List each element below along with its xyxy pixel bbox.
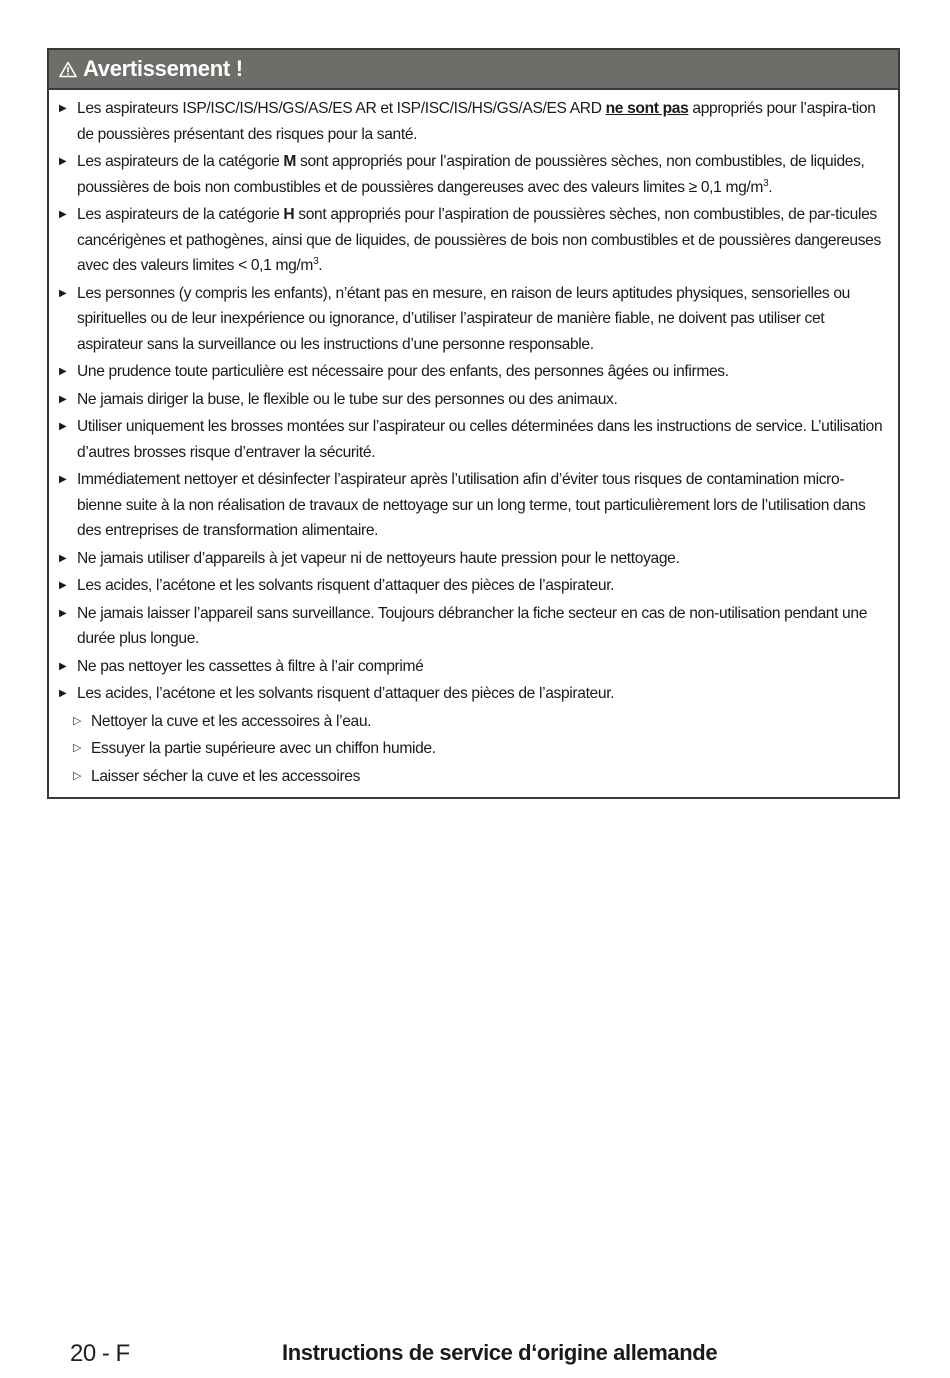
text-run: M — [283, 153, 297, 170]
list-item — [59, 601, 888, 652]
triangle-bullet-icon: ▶ — [59, 287, 67, 299]
page-number: 20 - F — [70, 1340, 130, 1367]
list-item-text — [77, 96, 888, 147]
hollow-triangle-bullet-icon: ▷ — [73, 714, 82, 727]
list-item — [59, 573, 888, 599]
sub-list-item — [59, 709, 888, 735]
list-item-text — [91, 736, 888, 762]
list-item — [59, 149, 888, 200]
list-item — [59, 281, 888, 358]
triangle-bullet-icon: ▶ — [59, 209, 67, 220]
triangle-bullet-icon: ▶ — [59, 580, 67, 591]
warning-box — [47, 48, 900, 799]
list-item — [59, 467, 888, 544]
text-run: . — [318, 257, 323, 274]
text-run: Ne jamais diriger la buse, le flexible ou le tube sur des personnes ou des animaux. — [77, 390, 618, 408]
list-item-text — [77, 654, 888, 680]
text-run: Les acides, l’acétone et les solvants risquent d’attaquer des pièces de l’aspirateur. — [77, 577, 615, 594]
triangle-bullet-icon: ▶ — [59, 156, 67, 167]
text-run: Les aspirateurs de la catégorie — [77, 206, 284, 223]
text-run: H — [283, 206, 295, 223]
list-item-text — [77, 546, 888, 572]
list-item-text — [91, 764, 888, 790]
text-run: Ne jamais utiliser d’appareils à jet vapeur ni de nettoyeurs haute pression pour le nettoyage. — [77, 549, 680, 567]
list-item-text — [77, 202, 888, 279]
hollow-triangle-bullet-icon: ▷ — [73, 742, 82, 754]
text-run: Les aspirateurs de la catégorie — [77, 153, 284, 170]
list-item-text — [77, 359, 888, 385]
list-item-text — [77, 414, 888, 465]
sub-list-item — [59, 764, 888, 790]
text-run: Les acides, l’acétone et les solvants risquent d’attaquer des pièces de l’aspirateur. — [77, 685, 615, 702]
list-item — [59, 202, 888, 279]
triangle-bullet-icon: ▶ — [59, 103, 67, 114]
text-run: Une prudence toute particulière est nécessaire pour des enfants, des personnes âgées ou infirmes. — [77, 363, 729, 380]
list-item — [59, 681, 888, 707]
text-run: ne sont pas — [605, 100, 689, 117]
text-run: sont appropriés pour l’aspiration de poussières sèches, non combustibles, de liquides, poussières de bois non combustibles et de poussières dangereuses avec des valeurs limites ≥ 0,1 mg/m — [77, 153, 865, 196]
text-run: Les personnes (y compris les enfants), n’étant pas en mesure, en raison de leurs aptitudes physiques, sensorielles ou spirituelles ou de leur inexpérience ou ignorance, d’utiliser l’aspirateur de manière fiable, ne doivent pas utiliser cet aspirateur sans la surveillance ou les instructions d’une personne responsable. — [77, 284, 850, 353]
list-item-text — [77, 387, 888, 413]
text-run: Nettoyer la cuve et les accessoires à l’eau. — [91, 712, 372, 730]
warning-triangle-icon — [59, 61, 77, 78]
sub-list-item — [59, 736, 888, 762]
list-item — [59, 387, 888, 413]
list-item-text — [77, 601, 888, 652]
warning-header — [49, 50, 898, 90]
text-run: Laisser sécher la cuve et les accessoires — [91, 767, 361, 785]
warning-list — [49, 90, 898, 797]
list-item-text — [77, 149, 888, 200]
triangle-bullet-icon: ▶ — [59, 421, 67, 432]
hollow-triangle-bullet-icon: ▷ — [73, 769, 82, 782]
list-item-text — [77, 467, 888, 544]
list-item — [59, 96, 888, 147]
triangle-bullet-icon: ▶ — [59, 393, 67, 405]
footer-title: Instructions de service d‘origine allemande — [282, 1340, 718, 1365]
text-run: Essuyer la partie supérieure avec un chiffon humide. — [91, 740, 436, 757]
triangle-bullet-icon: ▶ — [59, 688, 67, 699]
list-item-text — [77, 681, 888, 707]
text-run: Ne jamais laisser l’appareil sans surveillance. Toujours débrancher la fiche secteur en cas de non-utilisation pendant une durée plus longue. — [77, 604, 868, 647]
triangle-bullet-icon: ▶ — [59, 474, 67, 485]
list-item — [59, 546, 888, 572]
triangle-bullet-icon: ▶ — [59, 366, 67, 377]
text-run: appropriés pour l’aspira-tion de poussières présentant des risques pour la santé. — [77, 100, 876, 143]
list-item-text — [77, 573, 888, 599]
text-run: . — [768, 178, 773, 196]
list-item — [59, 414, 888, 465]
text-run: sont appropriés pour l’aspiration de poussières sèches, non combustibles, de par-ticules cancérigènes et pathogènes, ainsi que de liquides, de poussières de bois non combustibles et de poussières dangereuses avec des valeurs limites < 0,1 mg/m — [77, 206, 881, 274]
text-run: Immédiatement nettoyer et désinfecter l’aspirateur après l’utilisation afin d’éviter tous risques de contamination micro-bienne suite à la non réalisation de travaux de nettoyage sur un long terme, tout particulièrement lors de l’utilisation dans des entreprises de transformation alimentaire. — [77, 471, 866, 539]
text-run: 3 — [313, 255, 319, 267]
triangle-bullet-icon: ▶ — [59, 660, 67, 672]
list-item — [59, 654, 888, 680]
warning-title: Avertissement ! — [83, 56, 243, 81]
text-run: Les aspirateurs ISP/ISC/IS/HS/GS/AS/ES AR et ISP/ISC/IS/HS/GS/AS/ES ARD — [77, 100, 606, 117]
text-run: Utiliser uniquement les brosses montées sur l’aspirateur ou celles déterminées dans les instructions de service. L’utilisation d’autres brosses risque d’entraver la sécurité. — [77, 418, 883, 461]
text-run: Ne pas nettoyer les cassettes à filtre à l’air comprimé — [77, 657, 424, 675]
list-item — [59, 359, 888, 385]
triangle-bullet-icon: ▶ — [59, 552, 67, 564]
list-item-text — [91, 709, 888, 735]
list-item-text — [77, 281, 888, 358]
triangle-bullet-icon: ▶ — [59, 607, 67, 619]
page-footer — [70, 1340, 950, 1370]
text-run: 3 — [763, 177, 769, 189]
